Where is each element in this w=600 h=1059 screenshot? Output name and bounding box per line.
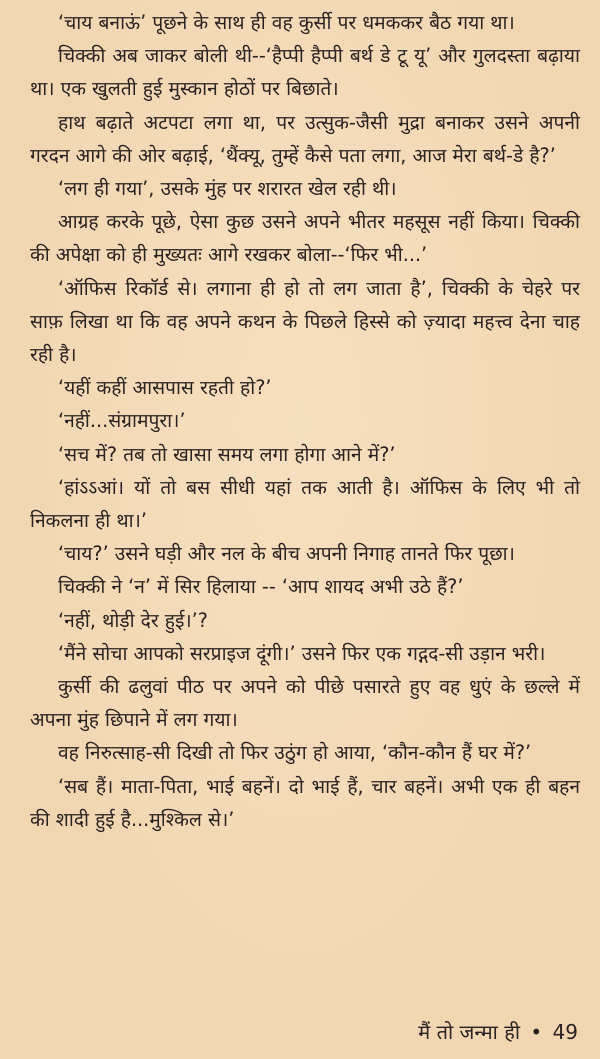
paragraph: ‘ऑफिस रिकॉर्ड से। लगाना ही हो तो लग जाता है’, चिक्की के चेहरे पर साफ़ लिखा था कि वह अपने कथन के पिछले हिस्से को ज़्यादा महत्त्व देना चाह रही है। bbox=[30, 276, 580, 367]
paragraph: ‘लग ही गया’, उसके मुंह पर शरारत खेल रही थी। bbox=[58, 177, 397, 201]
paragraph: ‘चाय?’ उसने घड़ी और नल के बीच अपनी निगाह तानते फिर पूछा। bbox=[58, 542, 515, 566]
paragraph: हाथ बढ़ाते अटपटा लगा था, पर उत्सुक-जैसी मुद्रा बनाकर उसने अपनी गरदन आगे की ओर बढ़ाई, ‘थैंक्यू, तुम्हें कैसे पता लगा, आज मेरा बर्थ-डे है?’ bbox=[30, 110, 580, 167]
paragraph: कुर्सी की ढलुवां पीठ पर अपने को पीछे पसारते हुए वह धुएं के छल्ले में अपना मुंह छिपाने में लग गया। bbox=[30, 675, 580, 732]
paragraph: ‘मैंने सोचा आपको सरप्राइज दूंगी।’ उसने फिर एक गद्गद-सी उड़ान भरी। bbox=[58, 641, 546, 665]
page-footer bbox=[418, 1018, 578, 1045]
paragraph: चिक्की ने ‘न’ में सिर हिलाया -- ‘आप शायद अभी उठे हैं?’ bbox=[58, 575, 464, 599]
page-number: 49 bbox=[552, 1020, 578, 1044]
paragraph: वह निरुत्साह-सी दिखी तो फिर उठुंग हो आया, ‘कौन-कौन हैं घर में?’ bbox=[58, 741, 532, 765]
book-title: मैं तो जन्मा ही bbox=[418, 1020, 521, 1044]
paragraph: ‘नहीं...संग्रामपुरा।’ bbox=[58, 409, 186, 433]
paragraph: ‘सब हैं। माता-पिता, भाई बहनें। दो भाई हैं, चार बहनें। अभी एक ही बहन की शादी हुई है...मुश्किल से।’ bbox=[30, 774, 580, 831]
paragraph: ‘नहीं, थोड़ी देर हुई।’? bbox=[58, 608, 208, 632]
paragraph: ‘चाय बनाऊं’ पूछने के साथ ही वह कुर्सी पर धमककर बैठ गया था। bbox=[58, 11, 515, 34]
paragraph: ‘हांऽऽआं। यों तो बस सीधी यहां तक आती है। ऑफिस के लिए भी तो निकलना ही था।’ bbox=[30, 475, 580, 533]
footer-separator: • bbox=[530, 1020, 543, 1044]
body-text bbox=[30, 6, 580, 836]
paragraph: ‘सच में? तब तो खासा समय लगा होगा आने में?’ bbox=[58, 442, 396, 466]
paragraph: आग्रह करके पूछे, ऐसा कुछ उसने अपने भीतर महसूस नहीं किया। चिक्की की अपेक्षा को ही मुख्यतः आगे रखकर बोला--‘फिर भी...’ bbox=[30, 210, 580, 267]
paragraph: ‘यहीं कहीं आसपास रहती हो?’ bbox=[58, 376, 272, 400]
paragraph: चिक्की अब जाकर बोली थी--‘हैप्पी हैप्पी बर्थ डे टू यू’ और गुलदस्ता बढ़ाया था। एक खुलती हुई मुस्कान होठों पर बिछाते। bbox=[30, 44, 580, 101]
